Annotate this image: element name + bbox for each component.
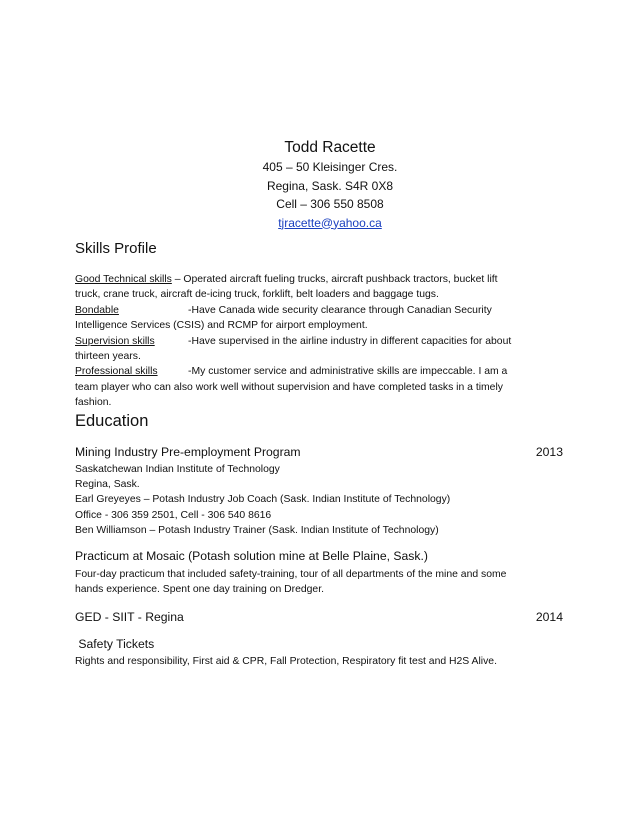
detail-line: Office - 306 359 2501, Cell - 306 540 8616 <box>75 509 272 521</box>
skill-text: – Operated aircraft fueling trucks, aircraft pushback tractors, bucket lift <box>171 274 498 285</box>
phone-line: Cell – 306 550 8508 <box>276 197 384 211</box>
skill-item <box>75 334 565 365</box>
skill-text-cont: truck, crane truck, aircraft de-icing truck, forklift, belt loaders and baggage tugs. <box>75 289 439 301</box>
program-year: 2013 <box>535 445 563 459</box>
education-entry-details <box>75 462 565 538</box>
detail-line: Four-day practicum that included safety-training, tour of all departments of the mine and some <box>75 569 507 580</box>
skill-item <box>75 303 565 334</box>
detail-line: Regina, Sask. <box>75 479 140 491</box>
skill-item <box>75 272 565 303</box>
skill-text-cont: thirteen years. <box>75 351 141 363</box>
education-entry-title <box>75 636 563 652</box>
skill-text-cont: fashion. <box>75 397 112 409</box>
detail-line: Rights and responsibility, First aid & CPR, Fall Protection, Respiratory fit test and H2S Alive. <box>75 656 497 667</box>
education-heading: Education <box>75 412 149 430</box>
safety-tickets-title: Safety Tickets <box>75 637 155 651</box>
skill-text-cont: team player who can also work well without supervision and have completed tasks in a timely <box>75 381 503 393</box>
education-entry-title <box>75 609 563 625</box>
applicant-name: Todd Racette <box>284 139 376 156</box>
skill-label: Bondable <box>75 304 119 316</box>
skill-label: Supervision skills <box>75 335 155 347</box>
contact-header <box>0 138 638 232</box>
education-entry-details <box>75 654 565 669</box>
email-line <box>22 214 638 233</box>
skills-heading: Skills Profile <box>75 240 157 257</box>
program-title: Mining Industry Pre-employment Program <box>75 445 301 459</box>
practicum-title: Practicum at Mosaic (Potash solution mine at Belle Plaine, Sask.) <box>75 549 428 563</box>
education-entry-title <box>75 548 563 564</box>
skill-text: -My customer service and administrative skills are impeccable. I am a <box>188 366 508 378</box>
detail-line: Saskatchewan Indian Institute of Technology <box>75 464 280 475</box>
address-line-1: 405 – 50 Kleisinger Cres. <box>262 160 398 174</box>
ged-title: GED - SIIT - Regina <box>75 610 184 624</box>
detail-line: hands experience. Spent one day training on Dredger. <box>75 584 324 596</box>
education-entry-details <box>75 567 565 597</box>
skill-label: Professional skills <box>75 366 158 378</box>
detail-line: Ben Williamson – Potash Industry Trainer (Sask. Indian Institute of Technology) <box>75 524 439 536</box>
ged-year: 2014 <box>535 610 563 624</box>
skill-text-cont: Intelligence Services (CSIS) and RCMP for airport employment. <box>75 320 368 332</box>
skills-list <box>75 272 565 411</box>
skill-item <box>75 364 565 410</box>
address-line-2: Regina, Sask. S4R 0X8 <box>266 178 394 193</box>
email-link[interactable]: tjracette@yahoo.ca <box>278 215 382 230</box>
education-entry-title <box>75 444 563 460</box>
detail-line: Earl Greyeyes – Potash Industry Job Coach (Sask. Indian Institute of Technology) <box>75 494 451 506</box>
skill-text: -Have Canada wide security clearance through Canadian Security <box>188 304 492 316</box>
skill-label: Good Technical skills <box>75 274 172 285</box>
skill-text: -Have supervised in the airline industry in different capacities for about <box>188 335 512 347</box>
